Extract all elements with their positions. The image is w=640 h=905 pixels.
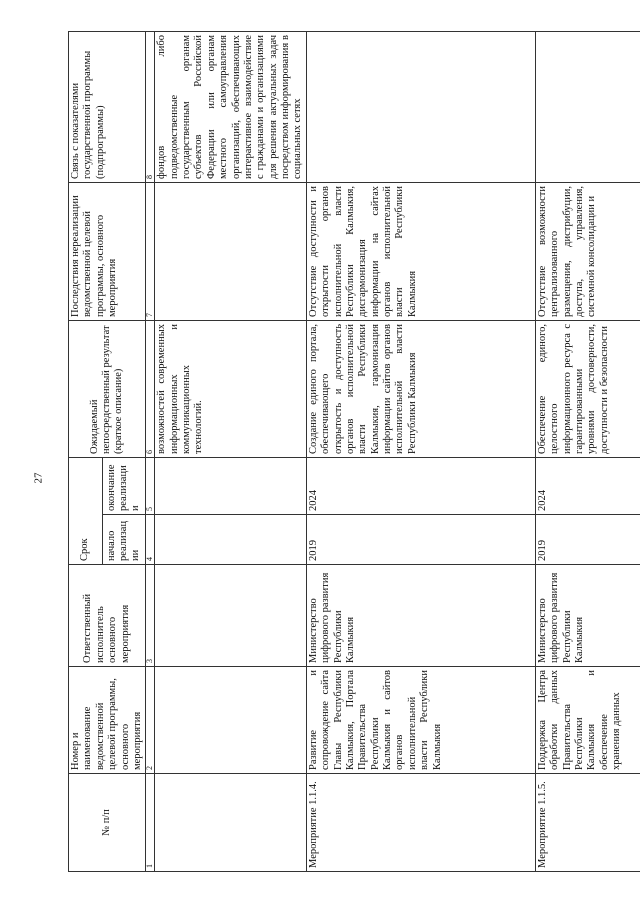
col-num-3: 3 <box>146 565 155 667</box>
column-numbers-row <box>146 31 155 871</box>
header-period: Срок <box>69 457 103 564</box>
row-result: Обеспечение единого, целостного информационного ресурса с гарантированными уровнями достоверности, доступности и безопасности <box>535 320 640 457</box>
col-num-5: 5 <box>146 457 155 514</box>
header-end: окончание реализации <box>103 457 146 514</box>
page-number: 27 <box>32 472 45 484</box>
program-measures-table <box>68 31 640 872</box>
row-link <box>535 31 640 182</box>
continuation-link: фондов либо подведомственные государственным органам субъектов Российской Федерации или органам местного самоуправления организаций, обеспечивающих интерактивное взаимодействие с гражданами и организациями для решения актуальных задач посредством информирования в социальных сетях <box>155 31 307 182</box>
table-row <box>535 31 640 871</box>
col-num-1: 1 <box>146 774 155 872</box>
header-link: Связь с показателями государственной программы (подпрограммы) <box>69 31 146 182</box>
header-row <box>69 31 103 871</box>
row-name: Поддержка Центра обработки данных Правительства Республики Калмыкия и обеспечение хранения данных <box>535 667 640 774</box>
row-end: 2024 <box>306 457 535 514</box>
col-num-8: 8 <box>146 31 155 182</box>
header-name: Номер и наименование ведомственной целевой программы, основного мероприятия <box>69 667 146 774</box>
row-link <box>306 31 535 182</box>
row-executor: Министерство цифрового развития Республики Калмыкия <box>535 565 640 667</box>
row-start: 2019 <box>535 515 640 565</box>
row-end: 2024 <box>535 457 640 514</box>
rotated-table-container <box>68 32 638 872</box>
row-num: Мероприятие 1.1.5. <box>535 774 640 872</box>
row-consequences: Отсутствие возможности централизованного размещения, дистрибуции, доступа, управления, системной консолидации и <box>535 182 640 320</box>
row-consequences: Отсутствие доступности и открытости органов исполнительной власти Республики Калмыкия, дисгармонизация информации на сайтах органов исполнительной власти Республики Калмыкия <box>306 182 535 320</box>
col-num-7: 7 <box>146 182 155 320</box>
col-num-6: 6 <box>146 320 155 457</box>
header-start: начало реализации <box>103 515 146 565</box>
row-start: 2019 <box>306 515 535 565</box>
continuation-result: возможностей современных информационных и коммуникационных технологий. <box>155 320 307 457</box>
col-num-2: 2 <box>146 667 155 774</box>
row-result: Создание единого портала, обеспечивающего открытость и доступность органов исполнительной власти Республики Калмыкия, гармонизация информации сайтов органов исполнительной власти Республики Калмыкия <box>306 320 535 457</box>
header-consequences: Последствия нереализации ведомственной целевой программы, основного мероприятия <box>69 182 146 320</box>
row-executor: Министерство цифрового развития Республики Калмыкия <box>306 565 535 667</box>
header-executor: Ответственный исполнитель основного мероприятия <box>69 565 146 667</box>
table-row <box>306 31 535 871</box>
row-num: Мероприятие 1.1.4. <box>306 774 535 872</box>
row-name: Развитие и сопровождение сайта Главы Республики Калмыкия, Портала Правительства Республики Калмыкия и сайтов органов исполнительной власти Республики Калмыкия <box>306 667 535 774</box>
header-num: № п/п <box>69 774 146 872</box>
header-result: Ожидаемый непосредственный результат (краткое описание) <box>69 320 146 457</box>
continuation-row <box>155 31 307 871</box>
col-num-4: 4 <box>146 515 155 565</box>
